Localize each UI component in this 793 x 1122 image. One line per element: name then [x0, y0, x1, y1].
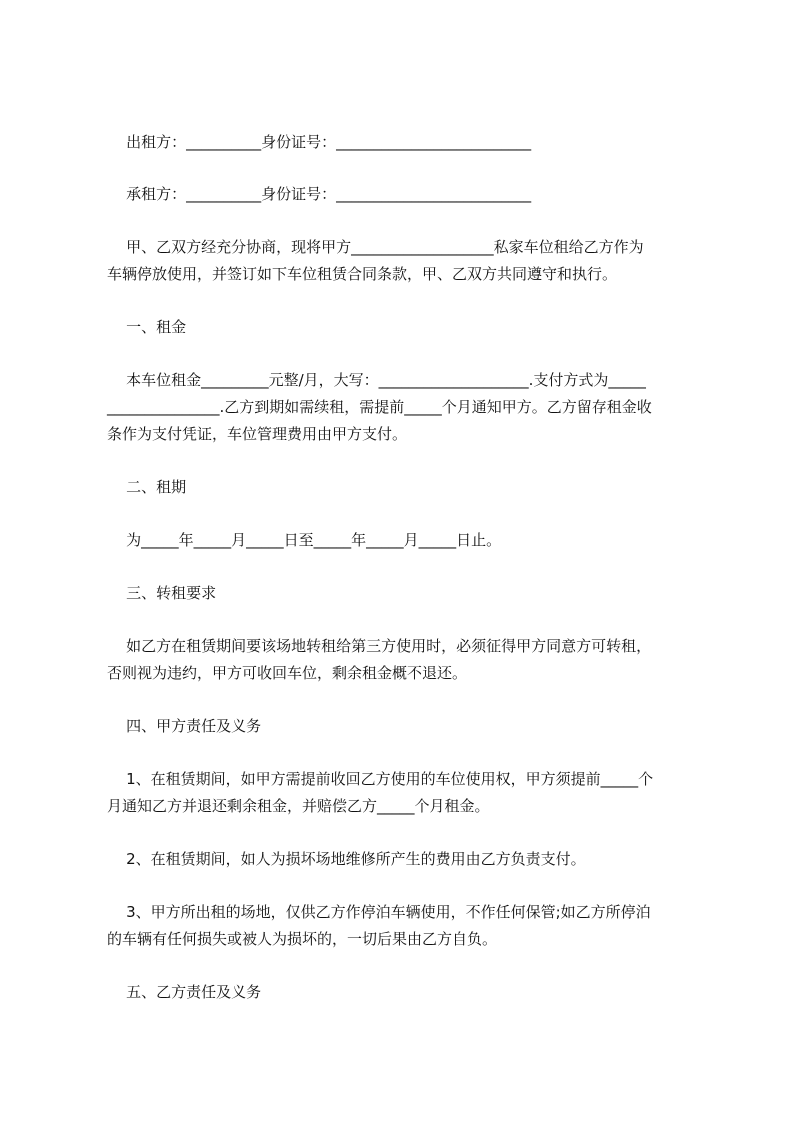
sublease-line-1: 如乙方在租赁期间要该场地转租给第三方使用时，必须征得甲方同意方可转租，	[107, 637, 652, 655]
lessee-line: 承租方：__________身份证号：__________________________	[107, 185, 532, 203]
rent-line-3: 条作为支付凭证，车位管理费用由甲方支付。	[107, 425, 408, 443]
intro-line-1: 甲、乙双方经充分协商，现将甲方___________________私家车位租给乙方作为	[107, 238, 644, 256]
party-a-clause-2: 2、在租赁期间，如人为损坏场地维修所产生的费用由乙方负责支付。	[107, 850, 586, 868]
party-a-clause-3-line-2: 的车辆有任何损失或被人为损坏的，一切后果由乙方自负。	[107, 930, 498, 948]
section-3-heading: 三、转租要求	[107, 584, 217, 602]
party-a-clause-3-line-1: 3、甲方所出租的场地，仅供乙方作停泊车辆使用，不作任何保管;如乙方所停泊	[107, 903, 651, 921]
rent-line-1: 本车位租金_________元整/月，大写：____________________.支付方式为_____	[107, 371, 646, 389]
section-4-heading: 四、甲方责任及义务	[107, 717, 262, 735]
sublease-line-2: 否则视为违约，甲方可收回车位，剩余租金概不退还。	[107, 664, 468, 682]
section-5-heading: 五、乙方责任及义务	[107, 983, 262, 1001]
party-a-clause-1-line-1: 1、在租赁期间，如甲方需提前收回乙方使用的车位使用权，甲方须提前_____个	[107, 770, 654, 788]
lessor-line: 出租方：__________身份证号：__________________________	[107, 133, 532, 151]
rent-line-2: _______________.乙方到期如需续租，需提前_____个月通知甲方。乙方留存租金收	[107, 398, 652, 416]
term-line: 为_____年_____月_____日至_____年_____月_____日止。	[107, 531, 502, 549]
section-2-heading: 二、租期	[107, 478, 187, 496]
party-a-clause-1-line-2: 月通知乙方并退还剩余租金，并赔偿乙方_____个月租金。	[107, 797, 490, 815]
intro-line-2: 车辆停放使用，并签订如下车位租赁合同条款，甲、乙双方共同遵守和执行。	[107, 265, 618, 283]
section-1-heading: 一、租金	[107, 318, 187, 336]
